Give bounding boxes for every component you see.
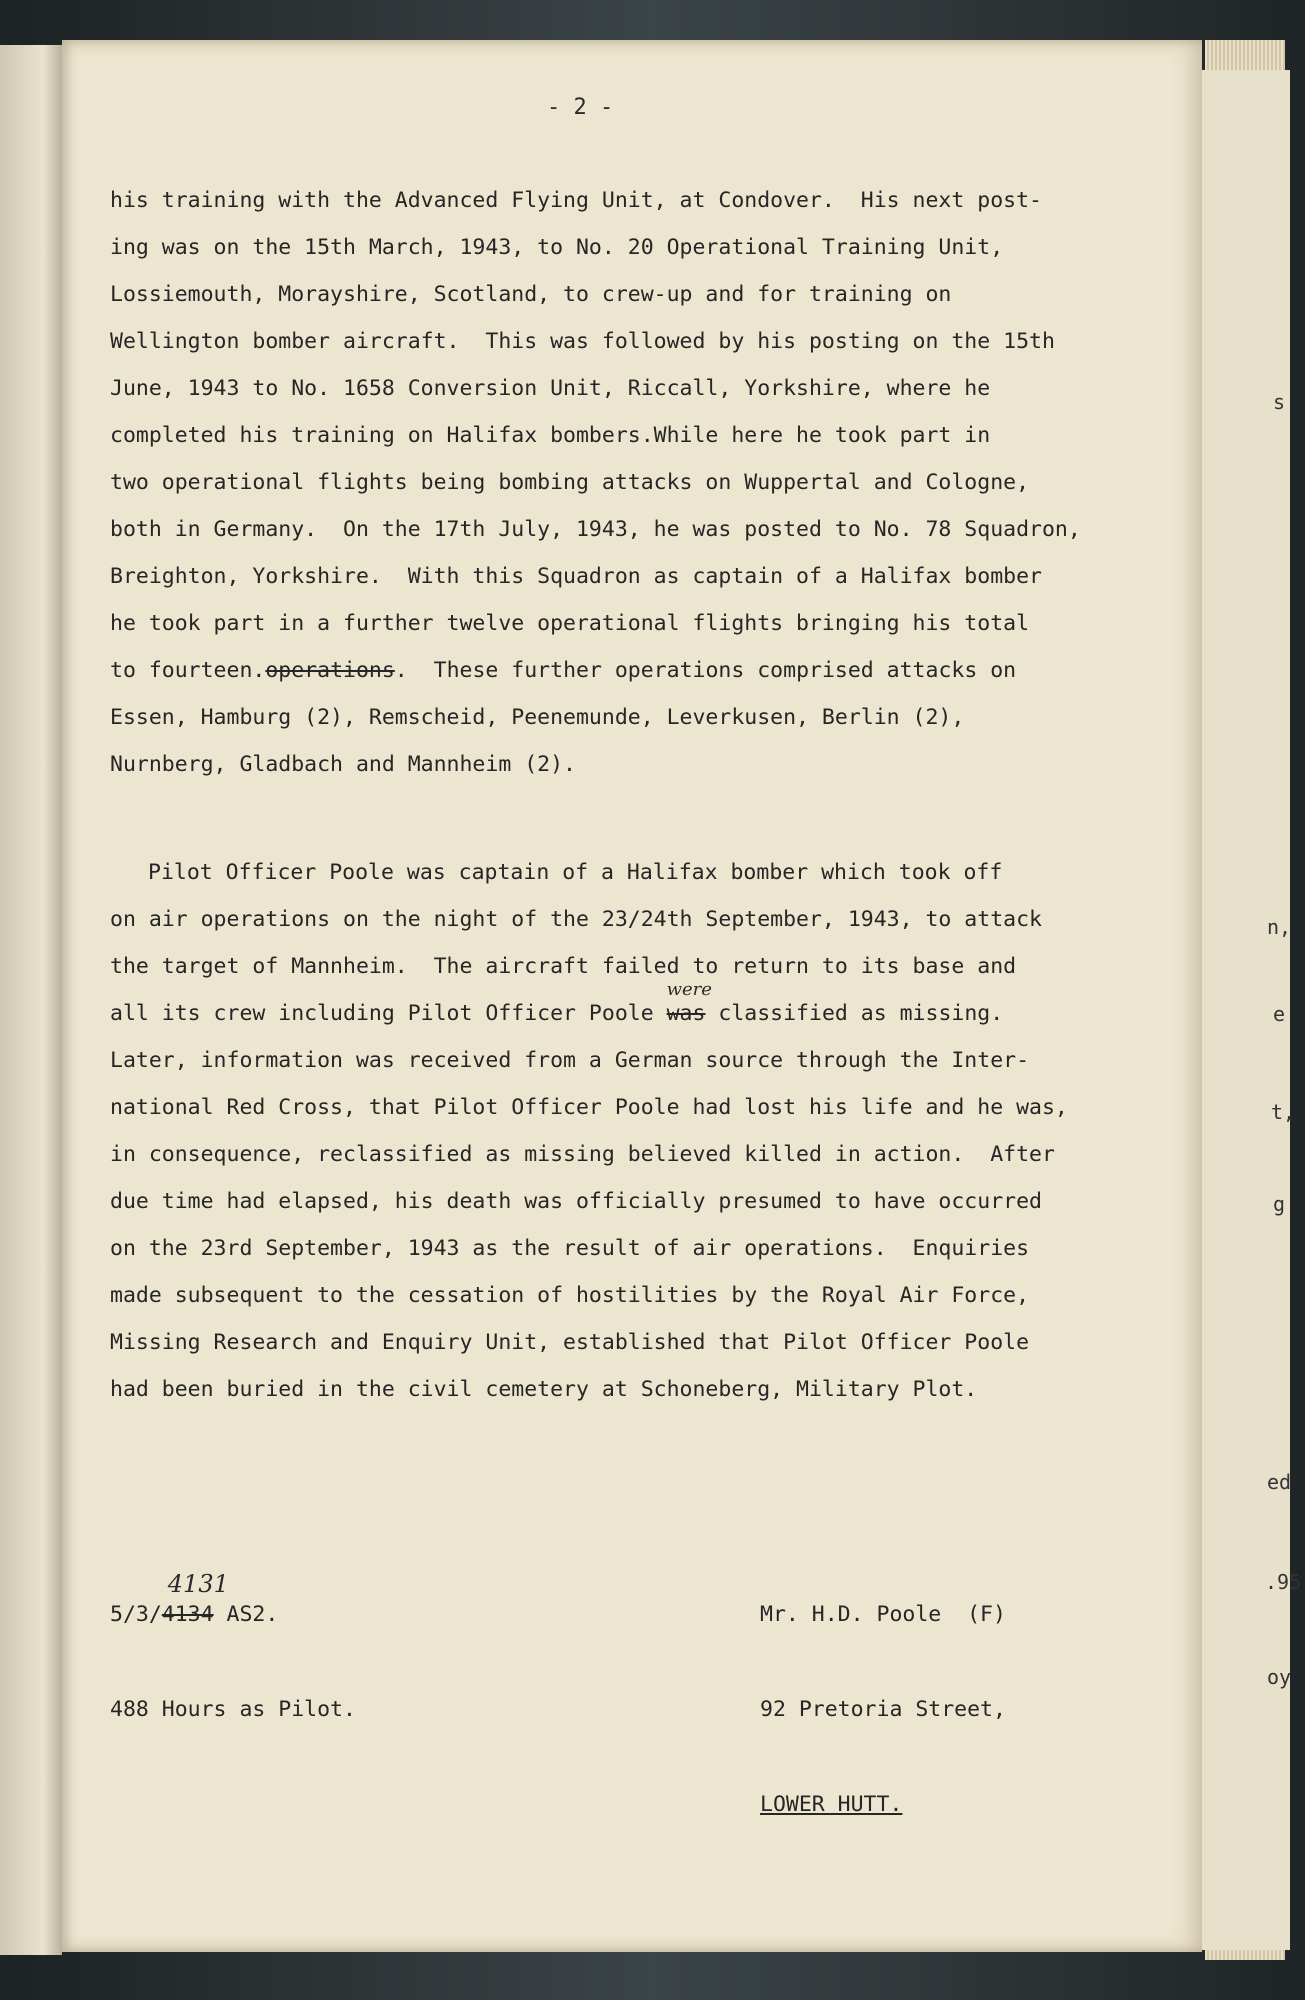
- document-page: [62, 40, 1202, 1952]
- edge-fragment: ed: [1267, 1470, 1292, 1494]
- text-line: on the 23rd September, 1943 as the result of air operations. Enquiries: [110, 1236, 1030, 1261]
- edge-fragment: t,: [1271, 1100, 1296, 1124]
- text-line: Nurnberg, Gladbach and Mannheim (2).: [110, 752, 576, 777]
- text-line: [110, 979, 1004, 1026]
- text-line: June, 1943 to No. 1658 Conversion Unit, Riccall, Yorkshire, where he: [110, 376, 991, 401]
- reference-suffix: AS2.: [213, 1602, 279, 1627]
- text-line: Lossiemouth, Morayshire, Scotland, to crew-up and for training on: [110, 282, 952, 307]
- reference-line: [110, 1570, 356, 1627]
- text-line: the target of Mannheim. The aircraft failed to return to its base and: [110, 954, 1017, 979]
- text-line: Missing Research and Enquiry Unit, established that Pilot Officer Poole: [110, 1330, 1030, 1355]
- text-segment: to fourteen.: [110, 658, 266, 683]
- text-line: his training with the Advanced Flying Unit, at Condover. His next post-: [110, 188, 1042, 213]
- text-line: he took part in a further twelve operational flights bringing his total: [110, 611, 1030, 636]
- text-line: Breighton, Yorkshire. With this Squadron as captain of a Halifax bomber: [110, 564, 1042, 589]
- text-line: Pilot Officer Poole was captain of a Halifax bomber which took off: [148, 860, 1003, 885]
- address-name: Mr. H.D. Poole (F): [760, 1602, 1006, 1627]
- address-town: LOWER HUTT.: [760, 1792, 903, 1817]
- text-line: national Red Cross, that Pilot Officer Poole had lost his life and he was,: [110, 1095, 1068, 1120]
- text-line: ing was on the 15th March, 1943, to No. 20 Operational Training Unit,: [110, 235, 1004, 260]
- page-number: - 2 -: [547, 95, 614, 120]
- text-line: Later, information was received from a German source through the Inter-: [110, 1048, 1030, 1073]
- hours-line: 488 Hours as Pilot.: [110, 1697, 356, 1722]
- edge-fragment: s: [1273, 390, 1286, 414]
- facing-page-edge: [0, 45, 62, 1955]
- edge-fragment: n,: [1267, 915, 1292, 939]
- text-line: two operational flights being bombing attacks on Wuppertal and Cologne,: [110, 470, 1030, 495]
- text-segment: . These further operations comprised attacks on: [394, 658, 1017, 683]
- text-line: due time had elapsed, his death was officially presumed to have occurred: [110, 1189, 1042, 1214]
- text-line: completed his training on Halifax bombers.While here he took part in: [110, 423, 991, 448]
- struck-reference: 4134: [161, 1602, 214, 1627]
- text-segment: all its crew including Pilot Officer Poole: [110, 1001, 667, 1026]
- text-line: Essen, Hamburg (2), Remscheid, Peenemunde, Leverkusen, Berlin (2),: [110, 705, 965, 730]
- handwritten-reference: 4131: [167, 1570, 229, 1598]
- handwritten-insertion: were: [666, 979, 712, 1000]
- struck-text: operations: [265, 658, 395, 683]
- text-line: on air operations on the night of the 23/24th September, 1943, to attack: [110, 907, 1042, 932]
- reference-block: [110, 1552, 356, 1772]
- text-line: had been buried in the civil cemetery at Schoneberg, Military Plot.: [110, 1377, 978, 1402]
- struck-text: was: [666, 1001, 706, 1026]
- reference-prefix: 5/3/: [110, 1602, 162, 1627]
- edge-fragment: e: [1273, 1002, 1286, 1026]
- text-line: made subsequent to the cessation of hostilities by the Royal Air Force,: [110, 1283, 1030, 1308]
- edge-fragment: oy: [1267, 1665, 1292, 1689]
- address-street: 92 Pretoria Street,: [760, 1697, 1006, 1722]
- edge-fragment: g: [1273, 1192, 1286, 1216]
- edge-fragment: .95: [1265, 1570, 1302, 1594]
- address-block: [760, 1552, 1006, 1867]
- underlying-page: [1195, 70, 1302, 1950]
- text-segment: classified as missing.: [705, 1001, 1004, 1026]
- text-line: [110, 658, 1016, 683]
- text-line: in consequence, reclassified as missing believed killed in action. After: [110, 1142, 1055, 1167]
- text-line: Wellington bomber aircraft. This was followed by his posting on the 15th: [110, 329, 1055, 354]
- text-line: both in Germany. On the 17th July, 1943, he was posted to No. 78 Squadron,: [110, 517, 1081, 542]
